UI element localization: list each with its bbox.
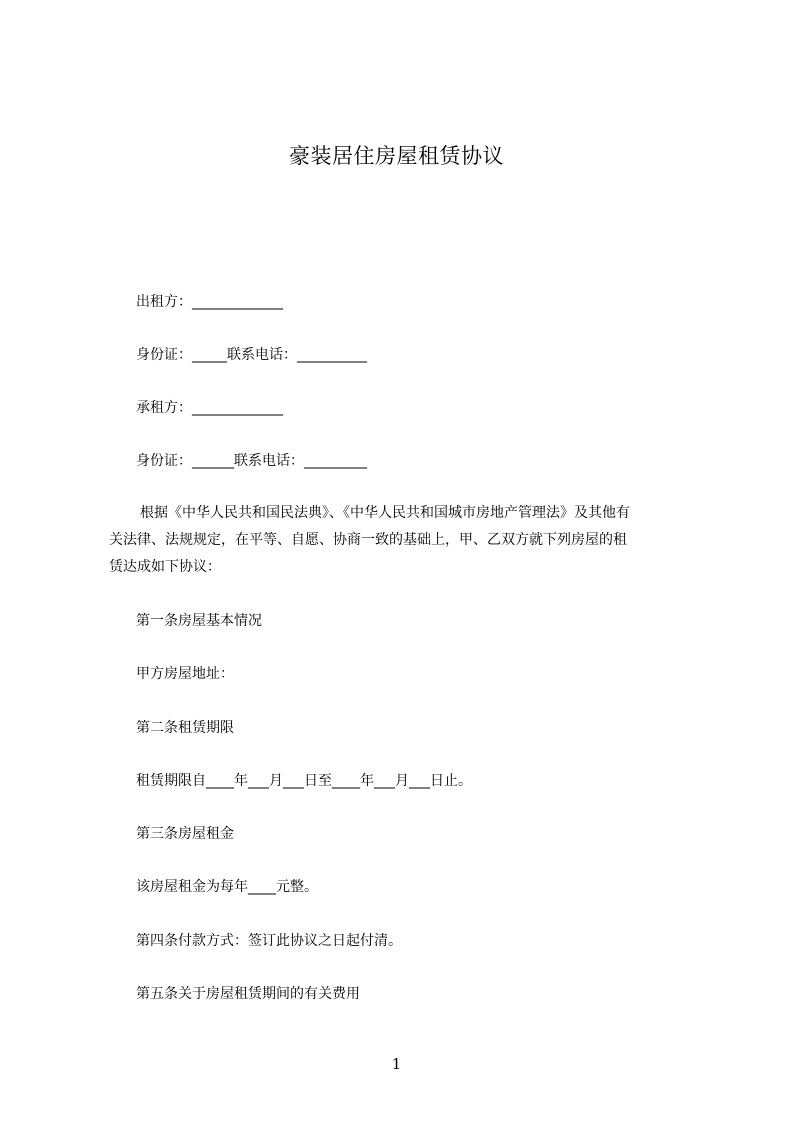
clause-2-heading: 第二条租赁期限 [136, 720, 234, 736]
lessor-id-phone-line: 身份证：_____联系电话：__________ [136, 347, 367, 363]
lease-term-line: 租赁期限自____年___月___日至____年___月___日止。 [136, 773, 472, 789]
clause-1-heading: 第一条房屋基本情况 [136, 613, 262, 629]
lessee-line: 承租方：_____________ [136, 400, 283, 416]
preamble-line: 赁达成如下协议： [109, 559, 221, 575]
lessor-line: 出租方：_____________ [136, 294, 283, 310]
property-address-line: 甲方房屋地址： [136, 666, 234, 682]
preamble-line: 根据《中华人民共和国民法典》、《中华人民共和国城市房地产管理法》及其他有 [140, 505, 630, 521]
page-number: 1 [391, 1055, 402, 1073]
clause-3-heading: 第三条房屋租金 [136, 826, 234, 842]
clause-5-heading: 第五条关于房屋租赁期间的有关费用 [136, 986, 360, 1002]
document-title: 豪装居住房屋租赁协议 [289, 144, 504, 168]
preamble-paragraph [109, 500, 709, 581]
rent-amount-line: 该房屋租金为每年____元整。 [136, 879, 318, 895]
lessee-id-phone-line: 身份证：______联系电话：_________ [136, 453, 367, 469]
preamble-line: 关法律、法规规定，在平等、自愿、协商一致的基础上，甲、乙双方就下列房屋的租 [109, 532, 627, 548]
clause-4-payment-line: 第四条付款方式：签订此协议之日起付清。 [136, 933, 402, 949]
